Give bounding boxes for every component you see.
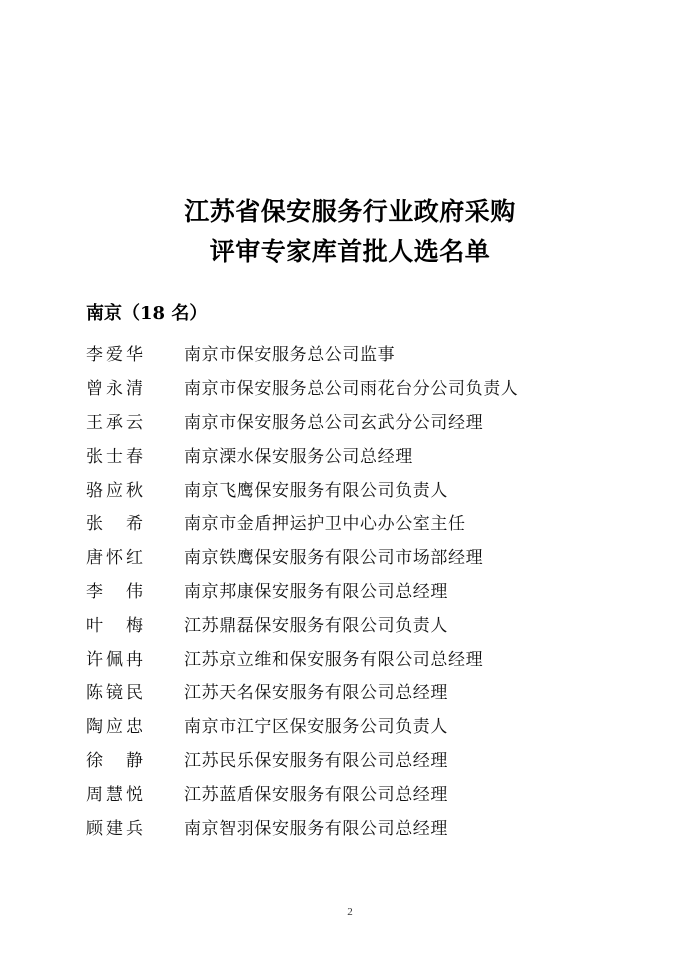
expert-name: 陶应忠 — [86, 717, 143, 738]
expert-name: 徐 静 — [86, 750, 143, 771]
list-item — [86, 437, 646, 471]
list-item — [86, 505, 646, 539]
section-heading-nanjing: 南京（18 名） — [86, 303, 208, 324]
list-item — [86, 809, 646, 843]
expert-organization: 江苏京立维和保安服务有限公司总经理 — [184, 649, 484, 670]
expert-organization: 南京市江宁区保安服务公司负责人 — [184, 717, 448, 738]
list-item — [86, 370, 646, 404]
expert-organization: 南京市保安服务总公司雨花台分公司负责人 — [184, 379, 519, 400]
expert-organization: 江苏鼎磊保安服务有限公司负责人 — [184, 615, 448, 636]
page-number: 2 — [347, 906, 353, 918]
expert-organization: 江苏民乐保安服务有限公司总经理 — [184, 750, 448, 771]
expert-organization: 南京邦康保安服务有限公司总经理 — [184, 581, 448, 602]
expert-organization: 南京溧水保安服务公司总经理 — [184, 446, 413, 467]
expert-name: 叶 梅 — [86, 615, 143, 636]
expert-name: 许佩冉 — [86, 649, 143, 670]
expert-name: 张 希 — [86, 514, 143, 535]
list-item — [86, 742, 646, 776]
expert-organization: 南京市金盾押运护卫中心办公室主任 — [184, 514, 466, 535]
expert-organization: 南京铁鹰保安服务有限公司市场部经理 — [184, 548, 484, 569]
expert-name: 曾永清 — [86, 379, 143, 400]
list-item — [86, 674, 646, 708]
expert-name: 顾建兵 — [86, 818, 143, 839]
list-item — [86, 606, 646, 640]
expert-organization: 南京飞鹰保安服务有限公司负责人 — [184, 480, 448, 501]
list-item — [86, 708, 646, 742]
expert-name: 周慧悦 — [86, 784, 143, 805]
expert-name: 张士春 — [86, 446, 143, 467]
expert-name: 陈镜民 — [86, 683, 143, 704]
expert-organization: 南京市保安服务总公司玄武分公司经理 — [184, 412, 484, 433]
list-item — [86, 573, 646, 607]
expert-organization: 江苏蓝盾保安服务有限公司总经理 — [184, 784, 448, 805]
list-item — [86, 640, 646, 674]
title-line-1: 江苏省保安服务行业政府采购 — [184, 197, 516, 226]
expert-name: 李爱华 — [86, 345, 143, 366]
list-item — [86, 404, 646, 438]
expert-organization: 江苏天名保安服务有限公司总经理 — [184, 683, 448, 704]
document-title — [0, 192, 700, 272]
expert-name: 王承云 — [86, 412, 143, 433]
list-item — [86, 775, 646, 809]
list-item — [86, 539, 646, 573]
expert-name: 骆应秋 — [86, 480, 143, 501]
expert-organization: 南京智羽保安服务有限公司总经理 — [184, 818, 448, 839]
list-item — [86, 471, 646, 505]
expert-list — [86, 336, 646, 843]
title-line-2: 评审专家库首批人选名单 — [209, 237, 491, 266]
expert-name: 李 伟 — [86, 581, 143, 602]
list-item — [86, 336, 646, 370]
expert-organization: 南京市保安服务总公司监事 — [184, 345, 396, 366]
expert-name: 唐怀红 — [86, 548, 143, 569]
